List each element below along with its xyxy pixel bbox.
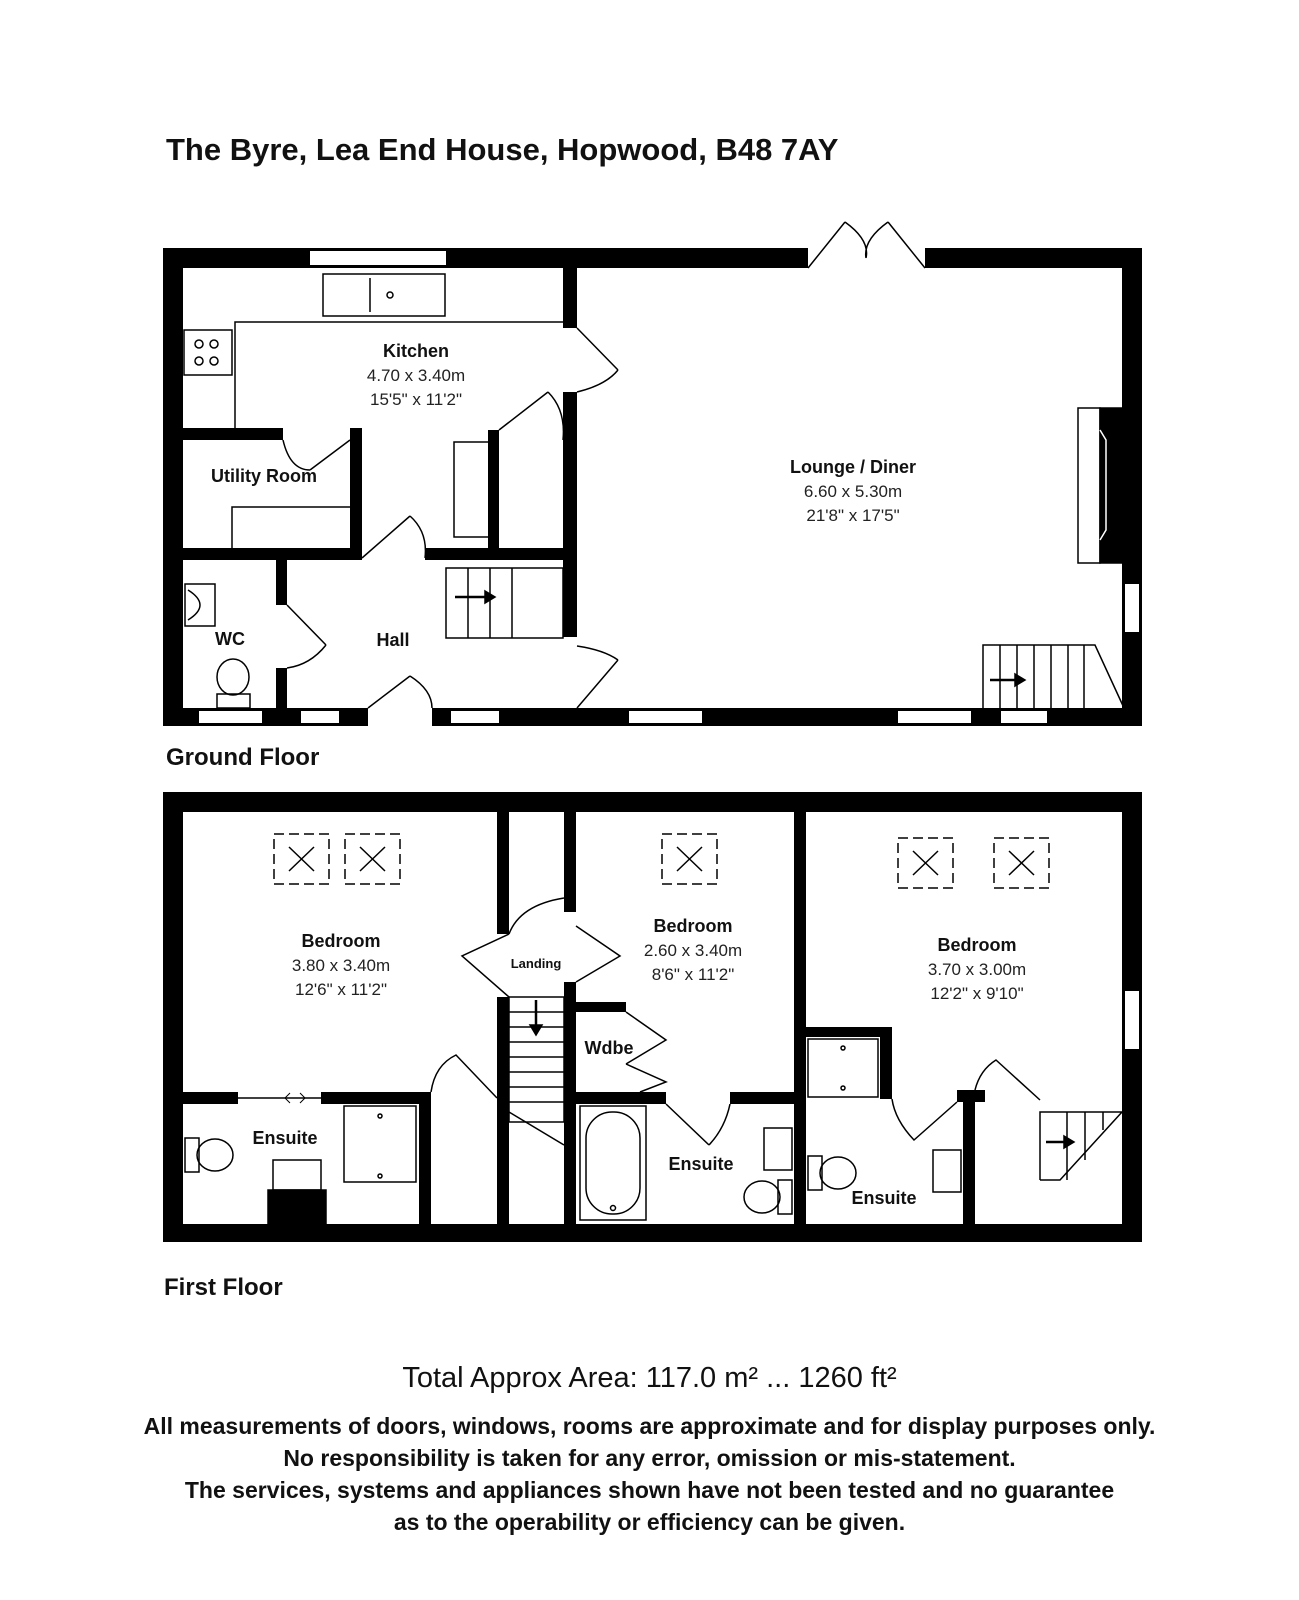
ff-wall-bed1-landing	[497, 812, 509, 934]
first-floor-label: First Floor	[164, 1274, 283, 1301]
wall-right	[1122, 248, 1142, 726]
room-ensuite1-name: Ensuite	[252, 1128, 318, 1148]
wall-wc-right	[276, 560, 287, 605]
door-bed3-ensuite	[892, 1099, 957, 1140]
door-bed1-ensuite	[431, 1055, 497, 1098]
ff-wall-landing-stair	[497, 997, 509, 1224]
door-kitchen-lounge	[577, 328, 618, 392]
stairs-lounge	[983, 645, 1124, 708]
ground-floor-plan	[163, 248, 1142, 726]
ff-wall-ensuite1-top-b	[321, 1092, 431, 1104]
room-bedroom1-metric: 3.80 x 3.40m	[291, 956, 391, 975]
door-landing-bed2	[576, 926, 620, 982]
first-floor-fixtures	[185, 834, 1122, 1224]
plan-title: The Byre, Lea End House, Hopwood, B48 7AY	[166, 132, 839, 167]
window-lounge-1	[628, 710, 703, 724]
disclaimer-line-4: as to the operability or efficiency can be given.	[393, 1509, 906, 1535]
room-kitchen-metric: 4.70 x 3.40m	[366, 366, 466, 385]
door-hall-lounge	[577, 646, 618, 708]
shower-icon-2	[808, 1039, 878, 1097]
room-bedroom3-metric: 3.70 x 3.00m	[927, 960, 1027, 979]
room-bedroom2-imperial: 8'6" x 11'2"	[651, 965, 735, 984]
basin-icon-2	[764, 1128, 792, 1170]
door-wc	[287, 605, 326, 668]
window-lounge-3	[1000, 710, 1048, 724]
ground-floor-fixtures	[184, 222, 1124, 708]
disclaimer-line-1: All measurements of doors, windows, rooms are approximate and for display purposes only.	[143, 1413, 1156, 1439]
ff-wall-bed2-bed3	[794, 812, 806, 1224]
ff-wall-top	[163, 792, 1142, 812]
kitchen-unit	[454, 442, 489, 537]
window-hall	[300, 710, 340, 724]
wall-utility-bottom	[183, 548, 362, 560]
ff-wall-ensuite3-right	[963, 1090, 975, 1224]
room-landing-name: Landing	[510, 956, 562, 971]
first-floor-plan	[163, 792, 1142, 1242]
window-lounge-2	[897, 710, 972, 724]
wall-top-right	[925, 248, 1142, 268]
room-utility-name: Utility Room	[211, 466, 317, 486]
stairs-hall	[446, 568, 563, 638]
ff-wall-ensuite2-top-a	[576, 1092, 666, 1104]
room-bedroom3-imperial: 12'2" x 9'10"	[930, 984, 1024, 1003]
room-ensuite3-name: Ensuite	[851, 1188, 917, 1208]
total-area: Total Approx Area: 117.0 m² ... 1260 ft²	[402, 1362, 897, 1394]
ff-wall-ensuite2-top-b	[730, 1092, 794, 1104]
room-kitchen-name: Kitchen	[382, 341, 450, 361]
door-french-lounge	[808, 222, 925, 268]
wall-left	[163, 248, 183, 726]
wall-kitchen-lounge-2	[563, 392, 577, 637]
ff-wall-ensuite1-top-a	[183, 1092, 238, 1104]
window-hall-2	[450, 710, 500, 724]
room-bedroom1-name: Bedroom	[301, 931, 381, 951]
wall-top-left	[163, 248, 808, 268]
window-kitchen	[309, 250, 447, 266]
wc-toilet-icon	[217, 694, 250, 708]
room-bedroom3-name: Bedroom	[937, 935, 1017, 955]
wall-kitchen-lounge	[563, 268, 577, 328]
basin-icon-3	[933, 1150, 961, 1192]
fireplace-icon	[1078, 408, 1100, 563]
window-wc	[198, 710, 263, 724]
disclaimer-line-2: No responsibility is taken for any error, omission or mis-statement.	[283, 1445, 1016, 1471]
wall-stairs-top	[425, 548, 577, 560]
wall-wc-right-2	[276, 668, 287, 708]
room-lounge-imperial: 21'8" x 17'5"	[806, 506, 900, 525]
room-ensuite2-name: Ensuite	[668, 1154, 734, 1174]
ff-wall-ensuite1-right	[419, 1092, 431, 1224]
ff-wall-landing-bed2	[564, 812, 576, 912]
window-lounge-side	[1124, 583, 1140, 633]
hob-icon	[184, 330, 232, 375]
sink-icon	[323, 274, 445, 316]
basin-icon	[273, 1160, 321, 1190]
room-kitchen-imperial: 15'5" x 11'2"	[370, 390, 462, 409]
room-bedroom2-name: Bedroom	[653, 916, 733, 936]
ff-wall-wdbe-top	[576, 1002, 626, 1012]
door-cupboard	[499, 392, 563, 440]
wall-utility-right	[350, 428, 362, 558]
room-lounge-metric: 6.60 x 5.30m	[803, 482, 903, 501]
ground-floor-label: Ground Floor	[166, 744, 320, 771]
stairs-void	[1040, 1112, 1122, 1180]
door-front	[368, 676, 432, 708]
wall-utility-top	[183, 428, 283, 440]
ff-wall-ensuite3-shower	[880, 1027, 892, 1099]
ff-wall-left	[163, 792, 183, 1242]
ff-wall-stair-right	[564, 982, 576, 1224]
room-wdbe-name: Wdbe	[584, 1038, 634, 1058]
room-hall-name: Hall	[376, 630, 410, 650]
door-hall-kitchen	[362, 516, 425, 558]
ff-window-bed3	[1124, 990, 1140, 1050]
skylight-icon	[274, 834, 1049, 888]
door-bed2-ensuite	[666, 1104, 730, 1145]
ff-wall-ensuite3-top	[806, 1027, 892, 1037]
room-wc-name: WC	[215, 629, 245, 649]
room-bedroom2-metric: 2.60 x 3.40m	[643, 941, 743, 960]
door-landing-bed1	[462, 934, 509, 997]
ff-wall-bottom	[163, 1224, 1142, 1242]
room-bedroom1-imperial: 12'6" x 11'2"	[295, 980, 387, 999]
room-lounge-name: Lounge / Diner	[790, 457, 916, 477]
disclaimer-line-3: The services, systems and appliances shown have not been tested and no guarantee	[184, 1477, 1115, 1503]
